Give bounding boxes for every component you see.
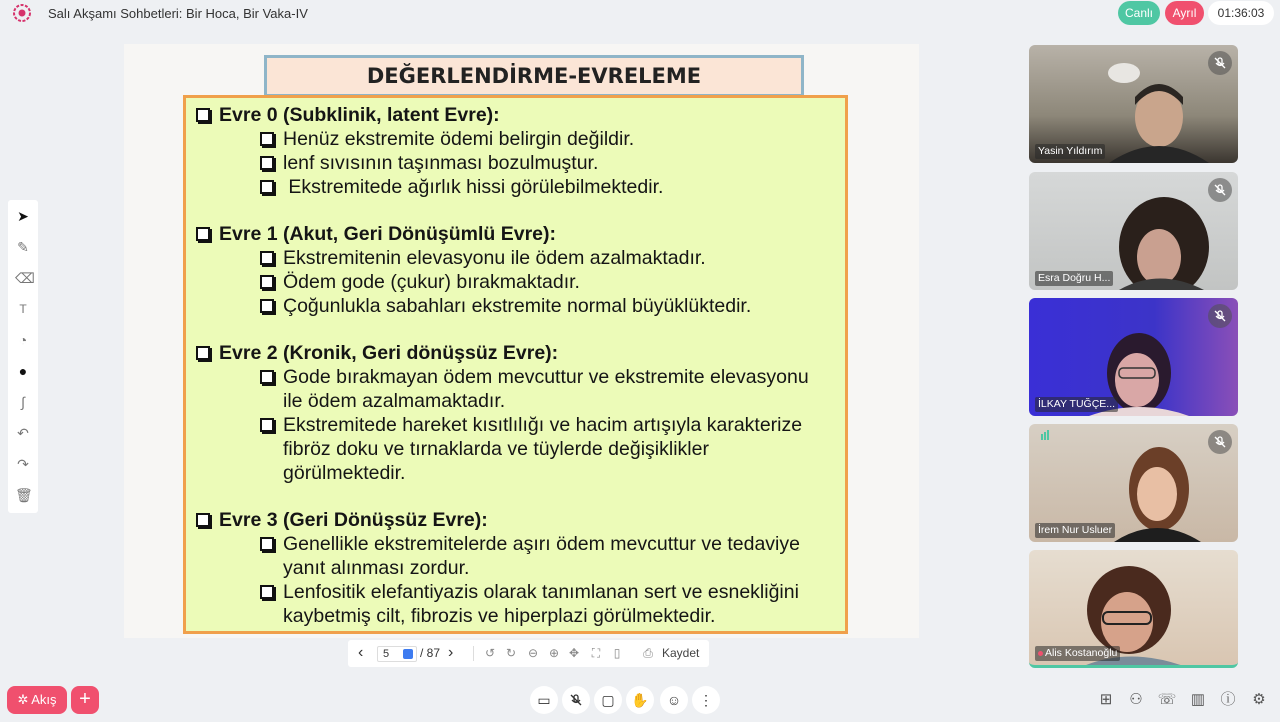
- rotate-right-icon[interactable]: ↻: [505, 646, 517, 660]
- info-icon[interactable]: ⓘ: [1220, 691, 1236, 708]
- stage-bullet: Ekstremitenin elevasyonu ile ödem azalmaktadır.: [194, 246, 845, 270]
- checkbox-bullet-icon: [260, 418, 274, 432]
- emoji-icon[interactable]: ☺: [660, 686, 688, 714]
- participant-tile[interactable]: [1029, 298, 1238, 416]
- app-logo-icon: [12, 3, 32, 23]
- slide-navigation: [348, 640, 709, 667]
- redo-icon[interactable]: ↷: [17, 456, 29, 472]
- session-title: Salı Akşamı Sohbetleri: Bir Hoca, Bir Vaka-IV: [48, 6, 308, 21]
- page-number-input[interactable]: 5: [377, 646, 417, 662]
- mic-muted-icon: [1208, 178, 1232, 202]
- checkbox-bullet-icon: [260, 370, 274, 384]
- stage-bullet: Lenfositik elefantiyazis olarak tanımlanan sert ve esnekliğini kaybetmiş cilt, fibrozis ve hiperplazi görülmektedir.: [194, 580, 845, 628]
- stage-bullet: Henüz ekstremite ödemi belirgin değildir.: [194, 127, 845, 151]
- checkbox-bullet-icon: [196, 346, 210, 360]
- text-size-icon[interactable]: T: [19, 302, 27, 316]
- poll-chart-icon[interactable]: ▥: [1190, 691, 1206, 708]
- chevron-right-icon[interactable]: ›: [448, 644, 454, 661]
- leave-button[interactable]: Ayrıl: [1165, 1, 1204, 25]
- color-picker-icon[interactable]: ●: [18, 363, 28, 379]
- participant-tile-speaking[interactable]: [1029, 550, 1238, 668]
- participant-name: Yasin Yıldırım: [1035, 144, 1105, 159]
- divider: [473, 646, 474, 661]
- stage-bullet: Çoğunlukla sabahları ekstremite normal büyüklüktedir.: [194, 294, 845, 318]
- stage-bullet: Ödem gode (çukur) bırakmaktadır.: [194, 270, 845, 294]
- stage-bullet: Gode bırakmayan ödem mevcuttur ve ekstremite elevasyonu ile ödem azalmamaktadır.: [194, 365, 845, 413]
- rotate-left-icon[interactable]: ↺: [484, 646, 496, 660]
- page-stepper-icon[interactable]: [403, 649, 413, 659]
- sparkle-icon: ✲: [17, 692, 32, 707]
- participants-icon[interactable]: ⚇: [1129, 691, 1143, 708]
- checkbox-bullet-icon: [260, 275, 274, 289]
- stage-bullet: Ekstremitede hareket kısıtlılığı ve hacim artışıyla karakterize fibröz doku ve tırnaklarda ve tüylerde değişiklikler görülmektedir.: [194, 413, 845, 485]
- trash-icon[interactable]: 🗑: [15, 487, 33, 503]
- stage-bullet: Ekstremitede ağırlık hissi görülebilmektedir.: [194, 175, 845, 199]
- stage-heading: Evre 3 (Geri Dönüşsüz Evre):: [194, 508, 845, 532]
- move-icon[interactable]: ✥: [568, 646, 580, 660]
- fit-screen-icon[interactable]: ⛶: [591, 646, 601, 660]
- akis-button[interactable]: ✲ Akış: [7, 686, 67, 714]
- zoom-out-icon[interactable]: ⊖: [527, 646, 539, 660]
- participant-tile[interactable]: [1029, 45, 1238, 163]
- participant-name: İLKAY TUĞÇE...: [1035, 397, 1118, 412]
- checkbox-bullet-icon: [260, 251, 274, 265]
- add-button[interactable]: +: [71, 686, 99, 714]
- checkbox-bullet-icon: [260, 585, 274, 599]
- select-pointer-icon[interactable]: ➤: [17, 208, 29, 224]
- presentation-slide: [124, 44, 919, 638]
- stage-section: [194, 103, 845, 199]
- checkbox-bullet-icon: [260, 180, 274, 194]
- slide-title-box: [264, 55, 804, 97]
- grid-layout-icon[interactable]: ⊞: [1099, 691, 1113, 708]
- top-bar: [0, 0, 1280, 28]
- stroke-icon[interactable]: ∫: [21, 394, 25, 410]
- participant-name: Alis Kostanoğlu: [1035, 646, 1120, 661]
- checkbox-bullet-icon: [260, 132, 274, 146]
- participant-name: Esra Doğru H...: [1035, 271, 1113, 286]
- annotation-toolbar: [8, 200, 38, 513]
- participant-name: İrem Nur Usluer: [1035, 523, 1115, 538]
- total-pages: / 87: [420, 646, 441, 660]
- checkbox-bullet-icon: [260, 537, 274, 551]
- stage-heading: Evre 0 (Subklinik, latent Evre):: [194, 103, 845, 127]
- stage-section: [194, 222, 845, 318]
- settings-gear-icon[interactable]: ⚙: [1252, 691, 1266, 708]
- stage-heading: Evre 2 (Kronik, Geri dönüşsüz Evre):: [194, 341, 845, 365]
- checkbox-bullet-icon: [260, 299, 274, 313]
- screen-share-icon[interactable]: ▢: [594, 686, 622, 714]
- mic-muted-icon: [1208, 430, 1232, 454]
- slide-title: DEĞERLENDİRME-EVRELEME: [366, 64, 702, 88]
- mic-muted-icon: [1208, 51, 1232, 75]
- more-options-icon[interactable]: ⋮: [692, 686, 720, 714]
- checkbox-bullet-icon: [260, 156, 274, 170]
- mic-muted-toggle-icon[interactable]: [562, 686, 590, 714]
- save-button[interactable]: Kaydet: [662, 646, 700, 660]
- pen-icon[interactable]: ✎: [17, 239, 29, 255]
- checkbox-bullet-icon: [196, 513, 210, 527]
- eraser-icon[interactable]: ⌫: [15, 270, 35, 286]
- shapes-icon[interactable]: ◔: [18, 332, 28, 348]
- stage-bullet: lenf sıvısının taşınması bozulmuştur.: [194, 151, 845, 175]
- raise-hand-icon[interactable]: ✋: [626, 686, 654, 714]
- stage-section: [194, 508, 845, 628]
- checkbox-bullet-icon: [196, 108, 210, 122]
- zoom-in-icon[interactable]: ⊕: [548, 646, 560, 660]
- checkbox-bullet-icon: [196, 227, 210, 241]
- stage-heading: Evre 1 (Akut, Geri Dönüşümlü Evre):: [194, 222, 845, 246]
- slide-body: [183, 95, 848, 634]
- session-timer: 01:36:03: [1208, 1, 1274, 25]
- mic-muted-icon: [1208, 304, 1232, 328]
- live-badge: Canlı: [1118, 1, 1160, 25]
- chevron-left-icon[interactable]: ‹: [358, 644, 364, 661]
- participant-tile[interactable]: [1029, 172, 1238, 290]
- document-icon[interactable]: ▯: [613, 646, 621, 660]
- camera-icon[interactable]: ▭: [530, 686, 558, 714]
- participant-tile[interactable]: [1029, 424, 1238, 542]
- chat-icon[interactable]: ☏: [1157, 691, 1177, 708]
- stage-section: [194, 341, 845, 485]
- recording-dot-icon: [1038, 651, 1043, 656]
- stage-bullet: Genellikle ekstremitelerde aşırı ödem mevcuttur ve tedaviye yanıt alınması zordur.: [194, 532, 845, 580]
- save-file-icon[interactable]: ⎙: [643, 646, 653, 660]
- undo-icon[interactable]: ↶: [17, 425, 29, 441]
